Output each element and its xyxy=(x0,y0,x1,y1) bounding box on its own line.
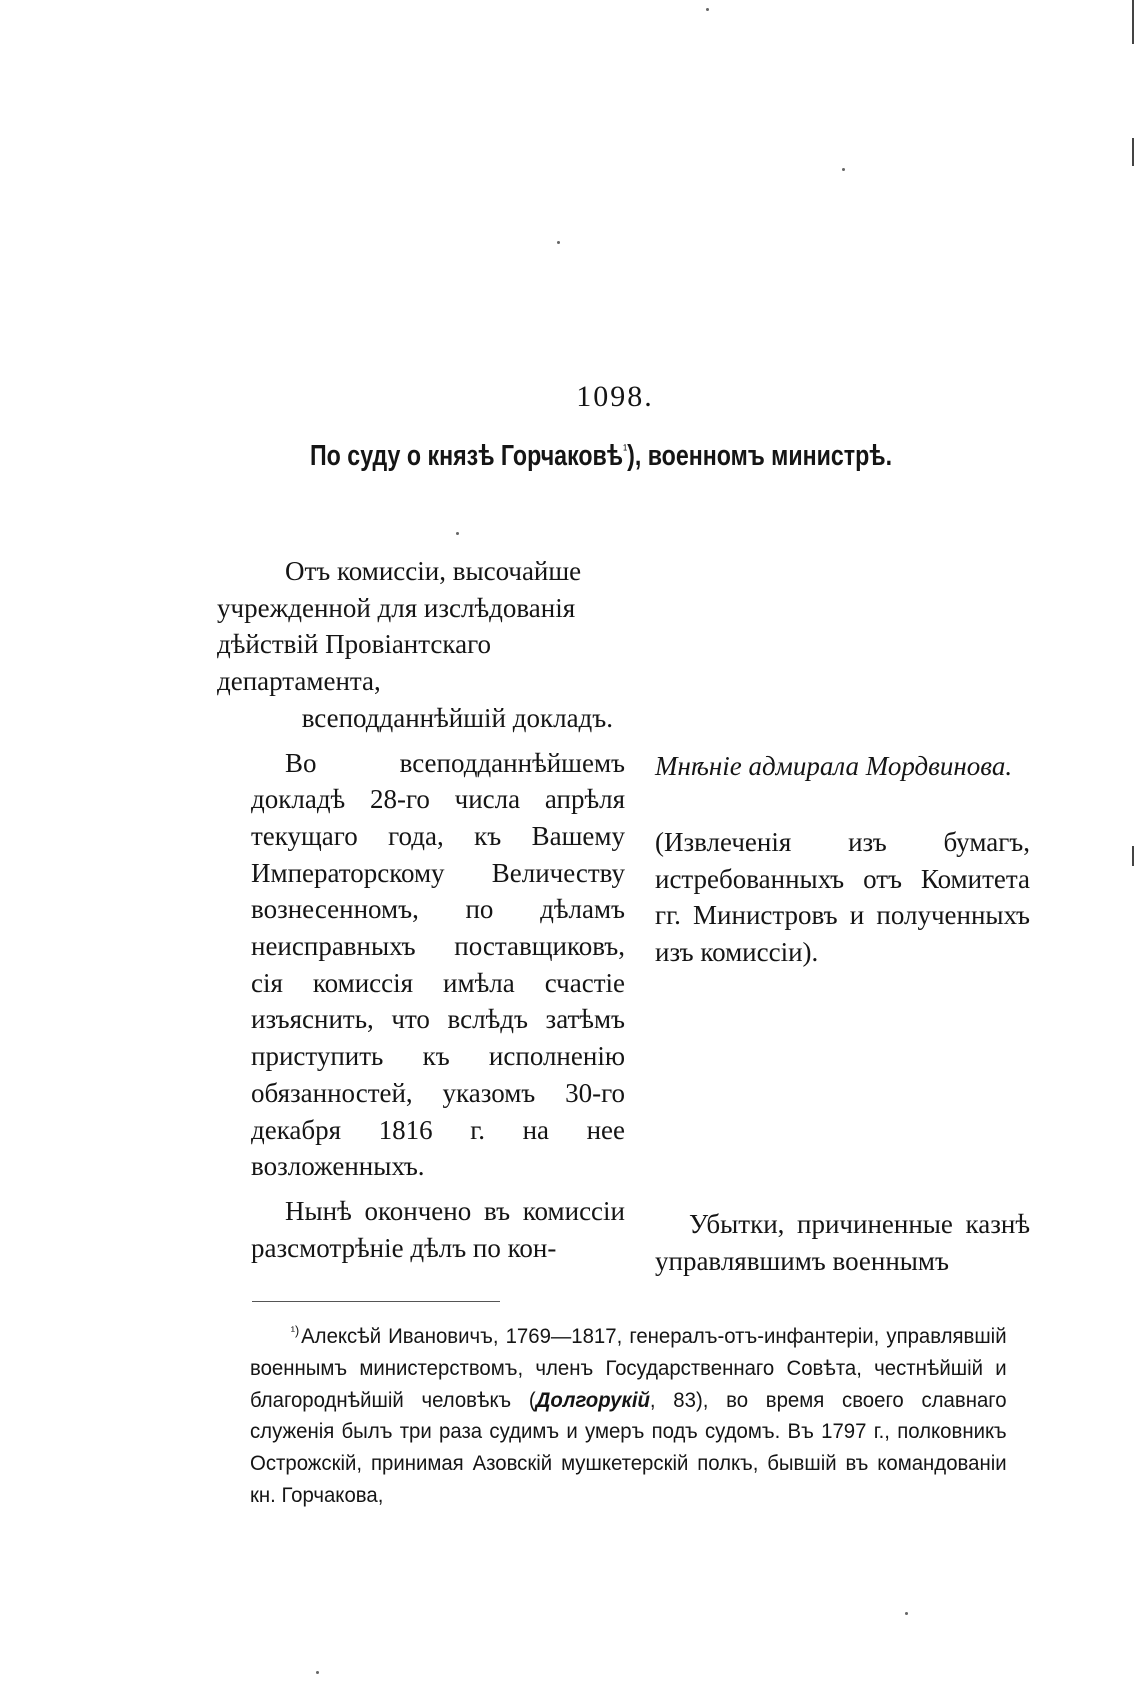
opinion-extract-block xyxy=(655,824,1030,971)
footnote-source-page: , 83 xyxy=(649,1388,696,1412)
footnote-text-after: ), во время своего славнаго служенія былъ три раза судимъ и умеръ подъ судомъ. Въ 1797 г., полковникъ Острожскій, принимая Азовскій мушкетерскій полкъ, бывшій въ командованіи кн. Горчакова, xyxy=(250,1388,1007,1507)
scan-speck xyxy=(557,241,560,244)
report-doklad: всеподданнѣйшій докладъ. xyxy=(301,702,613,733)
title-rest: ), военномъ министрѣ. xyxy=(627,440,893,472)
footnote-source: Долгорукій xyxy=(535,1388,650,1412)
left-column xyxy=(217,553,625,1266)
opinion-losses-block xyxy=(655,1206,1030,1279)
footnote-reference: ¹ xyxy=(623,441,628,459)
scan-speck xyxy=(456,532,459,535)
footnote xyxy=(250,1315,1007,1512)
report-header xyxy=(217,553,625,700)
page-title xyxy=(310,440,966,473)
report-paragraph-2: Нынѣ окончено въ комиссіи разсмотрѣніе дѣлъ по кон- xyxy=(251,1195,625,1263)
opinion-losses: Убытки, причиненные казнѣ управлявшимъ военнымъ xyxy=(655,1209,1030,1276)
report-header-line-3: дѣйствій Провіантскаго департамента, xyxy=(217,629,491,697)
scan-speck xyxy=(842,168,845,171)
report-header-line-1: Отъ комиссіи, высочайше xyxy=(285,556,582,586)
page-number: 1098. xyxy=(576,380,654,413)
footnote-rule xyxy=(252,1301,500,1302)
scan-speck xyxy=(316,1671,319,1674)
report-paragraph-1: Во всеподданнѣйшемъ докладѣ 28-го числа апрѣля текущаго года, къ Вашему Императорскому Величеству вознесенномъ, по дѣламъ неисправныхъ поставщиковъ, сія комиссія имѣла счастіе изъяснить, что вслѣдъ затѣмъ приступить къ исполненію обязанностей, указомъ 30-го декабря 1816 г. на нее возложенныхъ. xyxy=(251,747,625,1182)
opinion-heading: Мнѣніе адмирала Мордвинова. xyxy=(655,751,1013,781)
title-main: По суду о князѣ Горчаковѣ xyxy=(310,440,624,472)
report-header-line-2: учрежденной для изслѣдованія xyxy=(217,592,576,623)
footnote-text-before: Алексѣй Ивановичъ, 1769—1817, генералъ-отъ-инфантеріи, управлявшій военнымъ министерствомъ, членъ Государственнаго Совѣта, честнѣйшій и благороднѣйшій человѣкъ ( xyxy=(250,1325,1007,1412)
footnote-mark: ¹) xyxy=(290,1323,300,1338)
scan-edge-line-mid xyxy=(1132,138,1134,166)
scan-edge-line-low xyxy=(1132,846,1134,866)
scan-speck xyxy=(706,8,709,11)
scan-speck xyxy=(905,1612,908,1615)
opinion-extract: (Извлеченія изъ бумагъ, истребованныхъ отъ Комитета гг. Министровъ и полученныхъ изъ комиссіи). xyxy=(655,827,1030,968)
scan-edge-line-top xyxy=(1132,0,1134,44)
